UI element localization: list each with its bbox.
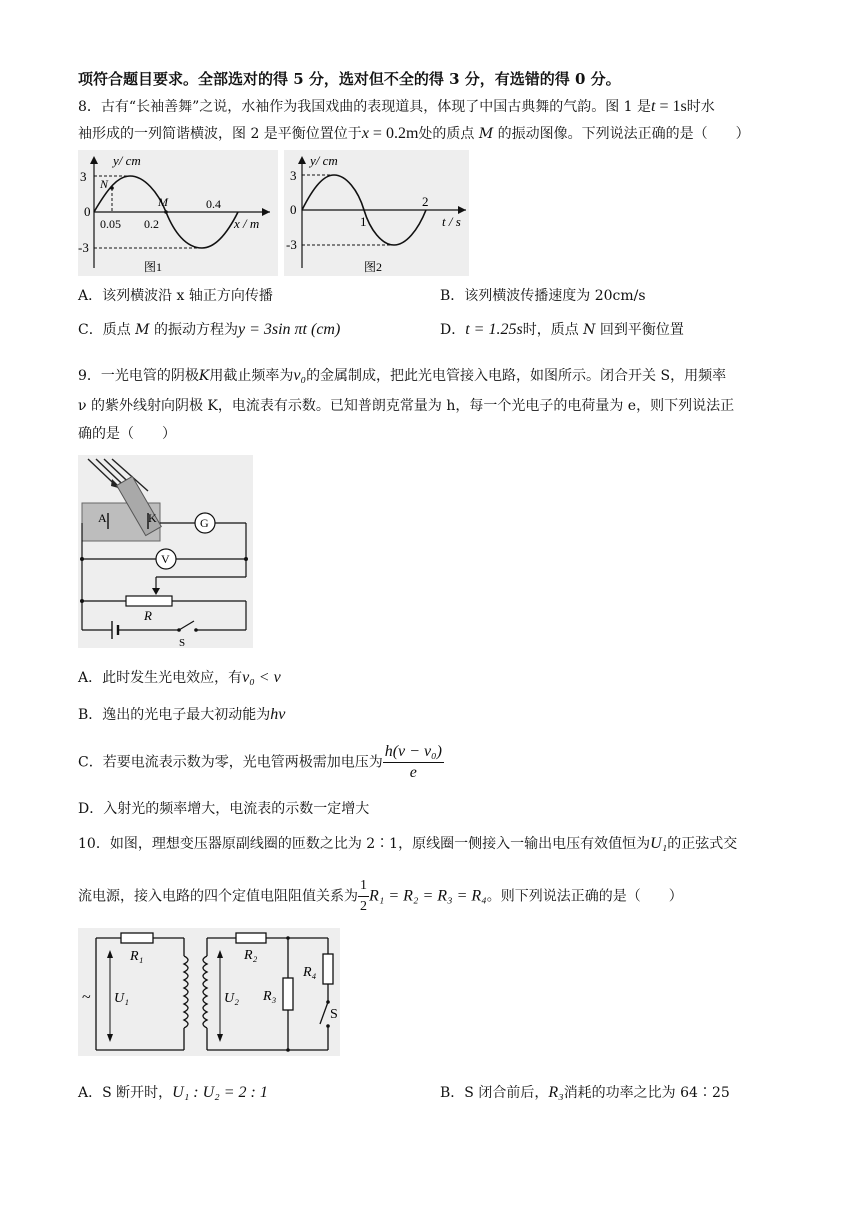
q10-option-a-text: A．S 断开时， — [78, 1085, 173, 1101]
q8-x-value: = 0.2m — [368, 125, 419, 142]
q10-switch-label: S — [330, 1007, 338, 1022]
q9-switch-label: S — [179, 637, 186, 648]
fig1-tick-02: 0.2 — [144, 217, 159, 231]
q8-stem-line1 — [78, 97, 715, 117]
q10-resistor-relation: R₁ = R₂ = R₃ = R₄ — [369, 887, 487, 905]
fig2-ytop: 3 — [290, 168, 297, 183]
q8-option-c[interactable] — [78, 320, 340, 340]
q10-var-u1: U₁ — [650, 835, 668, 852]
q9-text: 的金属制成，把此光电管接入电路，如图所示。闭合开关 S，用频率 — [306, 368, 727, 384]
fig1-tick-04: 0.4 — [206, 197, 221, 211]
q10-resistor-r2 — [236, 933, 266, 943]
q9-option-c-fraction — [383, 742, 444, 783]
fig2-ybot: -3 — [286, 237, 297, 252]
q10-resistor-r3 — [283, 978, 293, 1010]
q9-rheostat-label: R — [144, 608, 152, 623]
q9-option-b-energy: hν — [270, 706, 286, 723]
q10-option-b-text: B．S 闭合前后， — [440, 1085, 549, 1101]
q10-text: 10．如图，理想变压器原副线圈的匝数之比为 2∶1，原线圈一侧接入一输出电压有效值恒为 — [78, 836, 651, 852]
q9-rheostat — [126, 596, 172, 606]
q8-option-d-text: D． — [440, 322, 466, 338]
q9-option-c-denominator: e — [409, 764, 417, 781]
q9-var-nu0: ν₀ — [293, 367, 307, 384]
q8-option-c-text: C．质点 — [78, 322, 131, 338]
q10-r4-label: R₄ — [303, 965, 317, 980]
fig1-point-m: M — [158, 195, 168, 209]
q10-text: 。则下列说法正确的是（ ） — [486, 888, 683, 905]
q9-anode-label: A — [98, 511, 107, 525]
fig2-ylabel: y/ cm — [310, 153, 338, 168]
q9-option-c[interactable] — [78, 742, 444, 783]
fig1-point-n: N — [100, 177, 109, 191]
q9-option-c-text: C．若要电流表示数为零，光电管两极需加电压为 — [78, 754, 383, 771]
q9-voltmeter-label: V — [161, 552, 170, 566]
q9-circuit-diagram — [78, 455, 253, 648]
q9-option-d[interactable]: D．入射光的频率增大，电流表的示数一定增大 — [78, 801, 370, 817]
q10-stem-line2 — [78, 876, 683, 917]
q8-option-c-text: 的振动方程为 — [153, 322, 238, 338]
fig1-ylabel: y/ cm — [113, 153, 141, 168]
q10-fraction-half — [358, 876, 369, 917]
q10-option-b[interactable] — [440, 1083, 730, 1103]
q10-text: 的正弦式交 — [667, 836, 738, 852]
fig2-caption: 图2 — [364, 260, 383, 274]
q8-option-a[interactable]: A．该列横波沿 x 轴正方向传播 — [78, 288, 273, 304]
q9-text: 9．一光电管的阴极 — [78, 368, 199, 384]
q9-option-a-text: A．此时发生光电效应，有 — [78, 670, 243, 686]
fig1-ytop: 3 — [80, 169, 87, 184]
q8-option-d-text: 回到平衡位置 — [599, 322, 684, 338]
q9-option-c-numerator: h(ν − ν₀) — [383, 742, 444, 763]
q8-option-c-var: M — [135, 322, 150, 338]
q9-var-k: K — [198, 368, 210, 384]
q8-stem-line2 — [78, 124, 750, 144]
section-instruction: 项符合题目要求。全部选对的得 5 分，选对但不全的得 3 分，有选错的得 0 分。 — [78, 70, 621, 88]
q9-stem-line2: ν 的紫外线射向阴极 K，电流表有示数。已知普朗克常量为 h，每一个光电子的电荷量为 e，则下列说法正 — [78, 398, 735, 414]
q10-r2-label: R₂ — [244, 948, 258, 963]
fig2-tick-2: 2 — [422, 194, 429, 209]
q10-resistor-r1 — [121, 933, 153, 943]
q9-stem-line3: 确的是（ ） — [78, 426, 176, 442]
q8-var-x: x — [361, 125, 369, 142]
q9-galvanometer-label: G — [200, 516, 209, 530]
q10-r1-label: R₁ — [130, 949, 144, 964]
q8-var-m: M — [478, 126, 494, 142]
q10-option-b-resistor: R₃ — [548, 1084, 564, 1101]
q8-text: 时水 — [686, 99, 715, 115]
q8-text: 袖形成的一列简谐横波，图 2 是平衡位置位于 — [78, 126, 362, 142]
q9-option-a[interactable] — [78, 668, 281, 688]
q8-time-value: = 1s — [655, 98, 687, 115]
q8-figure2-vibration — [284, 150, 469, 276]
q8-text: 处的质点 — [418, 126, 475, 142]
q8-var-t: t — [651, 98, 656, 115]
q10-fraction-num: 1 — [358, 876, 369, 897]
q8-option-b[interactable]: B．该列横波传播速度为 20cm/s — [440, 288, 646, 304]
q8-option-d-var: N — [583, 322, 596, 338]
q10-option-b-text: 消耗的功率之比为 64∶25 — [563, 1085, 730, 1101]
q8-text: 8．古有“长袖善舞”之说，水袖作为我国戏曲的表现道具，体现了中国古典舞的气韵。图 1 是 — [78, 99, 652, 115]
q10-resistor-r4 — [323, 954, 333, 984]
q9-text: 用截止频率为 — [209, 368, 294, 384]
q10-fraction-den: 2 — [360, 899, 367, 914]
q10-u1-label: U₁ — [114, 991, 129, 1006]
fig1-ybot: -3 — [78, 240, 89, 255]
q8-text: 的振动图像。下列说法正确的是（ ） — [497, 126, 750, 142]
fig2-origin: 0 — [290, 202, 297, 217]
q9-option-a-inequality: ν₀ < ν — [242, 669, 281, 686]
fig1-xlabel: x / m — [234, 216, 260, 231]
q8-figure1-wave — [78, 150, 278, 276]
q10-ac-source-symbol: ~ — [82, 989, 91, 1006]
q8-option-c-equation: y = 3sin πt (cm) — [237, 321, 341, 338]
q10-text: 流电源，接入电路的四个定值电阻阻值关系为 — [78, 888, 358, 905]
q8-option-d-text: 时，质点 — [522, 322, 579, 338]
q9-option-b[interactable] — [78, 705, 285, 725]
q10-option-a-ratio: U₁ : U₂ = 2 : 1 — [172, 1084, 268, 1101]
fig1-caption: 图1 — [144, 260, 163, 274]
q8-option-d[interactable] — [440, 320, 684, 340]
q8-option-d-time: t = 1.25s — [465, 321, 523, 338]
q10-r3-label: R₃ — [263, 989, 277, 1004]
fig1-tick-005: 0.05 — [100, 217, 121, 231]
q9-stem-line1 — [78, 366, 726, 386]
q10-transformer-circuit — [78, 928, 340, 1056]
q9-cathode-label: K — [148, 511, 157, 525]
q10-option-a[interactable] — [78, 1083, 268, 1103]
q9-option-b-text: B．逸出的光电子最大初动能为 — [78, 707, 271, 723]
q10-u2-label: U₂ — [224, 991, 239, 1006]
q10-stem-line1 — [78, 834, 737, 854]
fig2-tick-1: 1 — [360, 214, 367, 229]
fig2-xlabel: t / s — [442, 214, 461, 229]
fig1-origin: 0 — [84, 204, 91, 219]
